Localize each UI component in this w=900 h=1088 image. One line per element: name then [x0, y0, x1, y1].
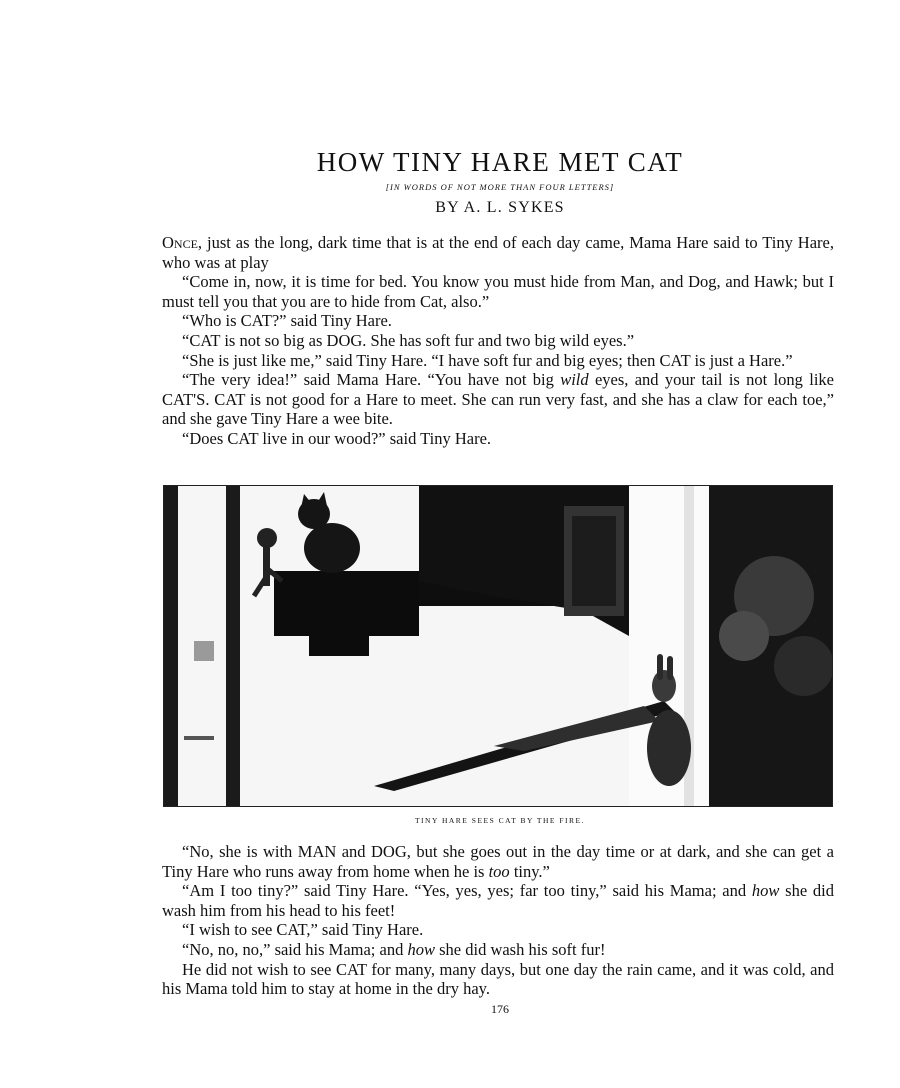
emphasis: too — [488, 861, 510, 881]
article-title: HOW TINY HARE MET CAT — [316, 147, 684, 177]
paragraph: “Am I too tiny?” said Tiny Hare. “Yes, yes, yes; far too tiny,” said his Mama; and how she did wash him from his head to his feet! — [162, 881, 834, 920]
emphasis: how — [751, 881, 780, 901]
page-number: 176 — [491, 1002, 509, 1016]
emphasis: how — [407, 939, 435, 959]
paragraph: “I wish to see CAT,” said Tiny Hare. — [182, 920, 424, 940]
paragraph: “CAT is not so big as DOG. She has soft fur and two big wild eyes.” — [182, 330, 635, 350]
paragraph: “Does CAT live in our wood?” said Tiny Hare. — [182, 428, 492, 448]
paragraph: “The very idea!” said Mama Hare. “You have not big wild eyes, and your tail is not long like CAT'S. CAT is not good for a Hare to meet. She can run very fast, and she has a claw for each toe,” and she gave Tiny Hare a wee bite. — [162, 370, 834, 429]
paragraph: “No, no, no,” said his Mama; and how she did wash his soft fur! — [182, 939, 606, 959]
paragraph: “No, she is with MAN and DOG, but she goes out in the day time or at dark, and she can get a Tiny Hare who runs away from home when he is too tiny.” — [162, 842, 834, 881]
paragraph: “She is just like me,” said Tiny Hare. “I have soft fur and big eyes; then CAT is just a Hare.” — [182, 350, 793, 370]
paragraph: He did not wish to see CAT for many, many days, but one day the rain came, and it was cold, and his Mama told him to stay at home in the dry hay. — [162, 959, 834, 999]
illustration-caption: TINY HARE SEES CAT BY THE FIRE. — [414, 816, 586, 825]
story-text-top — [162, 233, 834, 449]
paragraph: Once, just as the long, dark time that is at the end of each day came, Mama Hare said to Tiny Hare, who was at play — [162, 233, 834, 272]
story-text-bottom — [162, 842, 834, 999]
article-byline: BY A. L. SYKES — [435, 199, 565, 216]
paragraph: “Who is CAT?” said Tiny Hare. — [182, 311, 392, 331]
emphasis: wild — [560, 370, 589, 390]
drop-word: Once, — [162, 233, 203, 252]
illustration-drawing — [164, 486, 832, 806]
article-subtitle: [IN WORDS OF NOT MORE THAN FOUR LETTERS] — [385, 182, 615, 192]
paragraph: “Come in, now, it is time for bed. You know you must hide from Man, and Dog, and Hawk; but I must tell you that you are to hide from Cat, also.” — [162, 272, 834, 311]
illustration-cat-and-hare — [163, 485, 833, 807]
